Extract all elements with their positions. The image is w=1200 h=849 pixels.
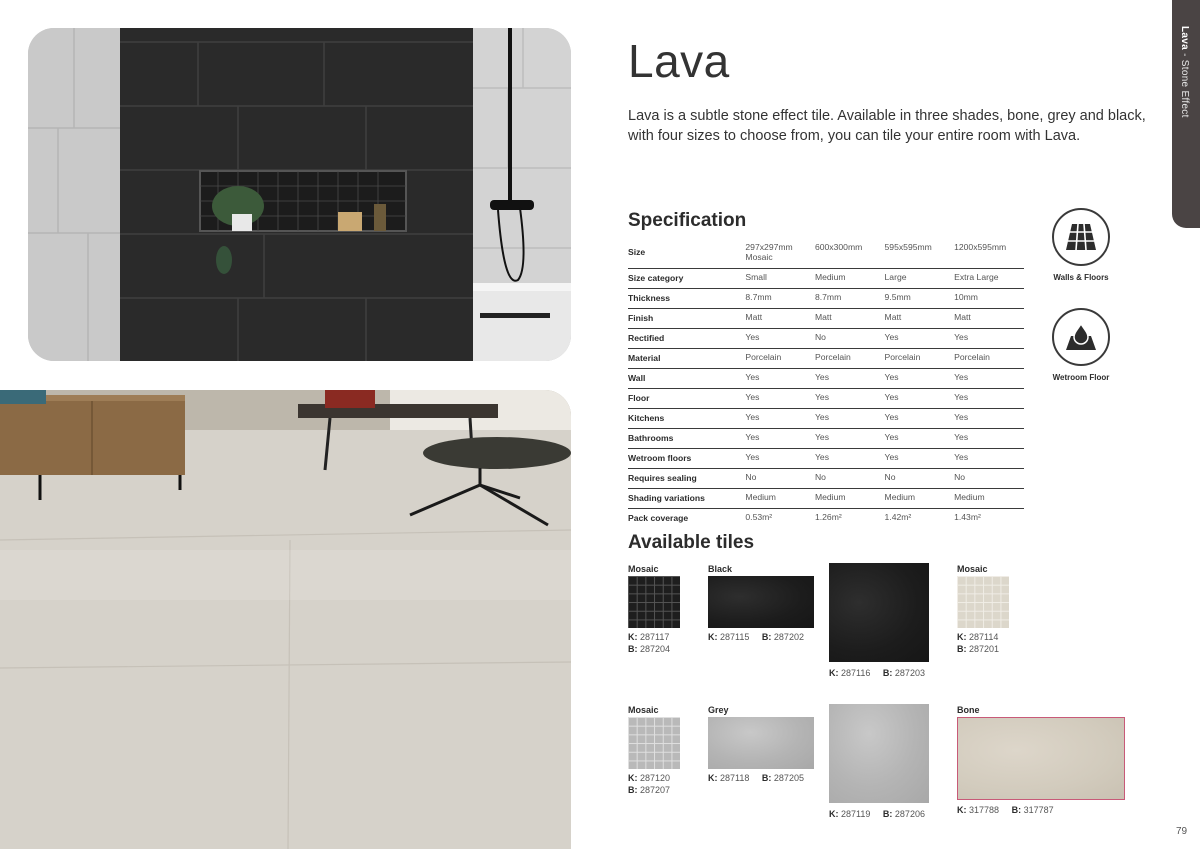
- spec-value: Yes: [745, 448, 815, 468]
- spec-value: Medium: [885, 488, 955, 508]
- spec-table: [628, 238, 1024, 528]
- spec-value: No: [815, 328, 885, 348]
- spec-row: [628, 348, 1024, 368]
- spec-value: Yes: [815, 448, 885, 468]
- living-room-photo: [0, 390, 571, 849]
- tile-code: K: 287114 B: 287201: [957, 632, 1000, 654]
- spec-label: Size: [628, 238, 745, 268]
- black-600x300-swatch: [708, 576, 814, 628]
- spec-value: Yes: [745, 368, 815, 388]
- spec-value: Yes: [885, 368, 955, 388]
- spec-value: Yes: [885, 428, 955, 448]
- grid-tiles-icon: [1052, 208, 1110, 266]
- spec-value: Medium: [815, 268, 885, 288]
- walls-floors-label: Walls & Floors: [1053, 273, 1109, 282]
- spec-label: Rectified: [628, 328, 745, 348]
- spec-value: Yes: [954, 368, 1024, 388]
- spec-value: Yes: [954, 388, 1024, 408]
- spec-value: 10mm: [954, 288, 1024, 308]
- spec-value: Yes: [815, 368, 885, 388]
- spec-label: Kitchens: [628, 408, 745, 428]
- spec-value: Yes: [745, 388, 815, 408]
- spec-value: Yes: [815, 408, 885, 428]
- spec-value: 0.53m²: [745, 511, 773, 522]
- spec-value: No: [815, 468, 885, 488]
- available-tiles-heading: Available tiles: [628, 532, 755, 553]
- spec-row: [628, 488, 1024, 508]
- spec-value: Yes: [885, 408, 955, 428]
- spec-value: Yes: [745, 328, 815, 348]
- spec-value: Medium: [954, 488, 1024, 508]
- black-595x595-swatch: [829, 563, 929, 662]
- spec-value: No: [745, 468, 815, 488]
- spec-value: 9.5mm: [885, 288, 955, 308]
- tile-label: Mosaic: [628, 564, 659, 574]
- tile-label: Black: [708, 564, 733, 574]
- spec-value: Matt: [885, 308, 955, 328]
- spec-row: [628, 368, 1024, 388]
- spec-label: Size category: [628, 268, 745, 288]
- grey-600x300-swatch: [708, 717, 814, 769]
- spec-value: Medium: [815, 488, 885, 508]
- tile-code: K: 317788 B: 317787: [957, 805, 1054, 815]
- spec-row: [628, 468, 1024, 488]
- spec-value: Matt: [745, 308, 815, 328]
- spec-value: 8.7mm: [815, 288, 885, 308]
- spec-value: 1200x595mm: [954, 238, 1024, 268]
- spec-row: [628, 408, 1024, 428]
- tile-code: K: 287117 B: 287204: [628, 632, 671, 654]
- tile-label: Bone: [957, 705, 980, 715]
- spec-label: Floor: [628, 388, 745, 408]
- spec-value: Yes: [954, 428, 1024, 448]
- tile-code: K: 287118 B: 287205: [708, 773, 804, 783]
- tile-label: Mosaic: [628, 705, 659, 715]
- spec-heading: Specification: [628, 210, 747, 231]
- spec-row: [628, 288, 1024, 308]
- spec-row: [628, 448, 1024, 468]
- spec-row: [628, 328, 1024, 348]
- tile-code: K: 287119 B: 287206: [829, 809, 925, 819]
- spec-value: Yes: [745, 428, 815, 448]
- tile-code: K: 287115 B: 287202: [708, 632, 804, 642]
- spec-row: [628, 268, 1024, 288]
- spec-value: Yes: [815, 428, 885, 448]
- spec-label: Requires sealing: [628, 468, 745, 488]
- spec-value: Yes: [954, 328, 1024, 348]
- spec-label: Bathrooms: [628, 428, 745, 448]
- water-drop-icon: [1052, 308, 1110, 366]
- tile-label: Grey: [708, 705, 729, 715]
- spec-value: Matt: [815, 308, 885, 328]
- spec-label: Thickness: [628, 288, 745, 308]
- bone-mosaic-swatch: [957, 576, 1009, 628]
- bathroom-photo: [28, 28, 571, 361]
- spec-value: Porcelain: [815, 348, 885, 368]
- page-number: 79: [1176, 826, 1188, 837]
- spec-value: 1.43m²: [954, 511, 981, 522]
- page-title: Lava: [628, 35, 730, 87]
- spec-value: Yes: [954, 448, 1024, 468]
- spec-row: [628, 388, 1024, 408]
- spec-label: Shading variations: [628, 488, 745, 508]
- intro-paragraph: Lava is a subtle stone effect tile. Available in three shades, bone, grey and black, with four sizes to choose from, you can tile your entire room with Lava.: [628, 108, 1146, 144]
- spec-value: No: [954, 468, 1024, 488]
- grey-mosaic-swatch: [628, 717, 680, 769]
- spec-row: [628, 428, 1024, 448]
- spec-row: [628, 508, 1024, 528]
- spec-value: Porcelain: [885, 348, 955, 368]
- spec-value: Large: [885, 268, 955, 288]
- spec-value: Extra Large: [954, 268, 1024, 288]
- spec-value: 1.42m²: [884, 511, 912, 522]
- spec-label: Wetroom floors: [628, 448, 745, 468]
- spec-value: No: [885, 468, 955, 488]
- tile-code: K: 287120 B: 287207: [628, 773, 671, 795]
- spec-value: Yes: [885, 328, 955, 348]
- spec-value: Medium: [745, 488, 815, 508]
- section-tab-label: Lava - Stone Effect: [1179, 26, 1190, 118]
- spec-value: Yes: [954, 408, 1024, 428]
- spec-label: Finish: [628, 308, 745, 328]
- tile-code: K: 287116 B: 287203: [829, 668, 925, 678]
- spec-value: Yes: [745, 408, 815, 428]
- spec-value: Porcelain: [954, 348, 1024, 368]
- spec-value: Yes: [885, 388, 955, 408]
- spec-value: 8.7mm: [745, 288, 815, 308]
- black-mosaic-swatch: [628, 576, 680, 628]
- wetroom-floor-label: Wetroom Floor: [1052, 373, 1110, 382]
- spec-label: Material: [628, 348, 745, 368]
- spec-label: Pack coverage: [628, 512, 689, 523]
- spec-value: Yes: [815, 388, 885, 408]
- spec-row: [628, 238, 1024, 268]
- spec-label: Wall: [628, 368, 745, 388]
- spec-value: Yes: [885, 448, 955, 468]
- grey-595x595-swatch: [829, 704, 929, 803]
- spec-row: [628, 308, 1024, 328]
- spec-value: 600x300mm: [815, 238, 885, 268]
- bone-1200x595-swatch: [957, 717, 1125, 800]
- spec-value: 1.26m²: [814, 511, 842, 522]
- spec-value: Matt: [954, 308, 1024, 328]
- spec-value: 297x297mm Mosaic: [745, 238, 815, 268]
- spec-value: Porcelain: [745, 348, 815, 368]
- spec-value: Small: [745, 268, 815, 288]
- spec-value: 595x595mm: [885, 238, 955, 268]
- tile-label: Mosaic: [957, 564, 988, 574]
